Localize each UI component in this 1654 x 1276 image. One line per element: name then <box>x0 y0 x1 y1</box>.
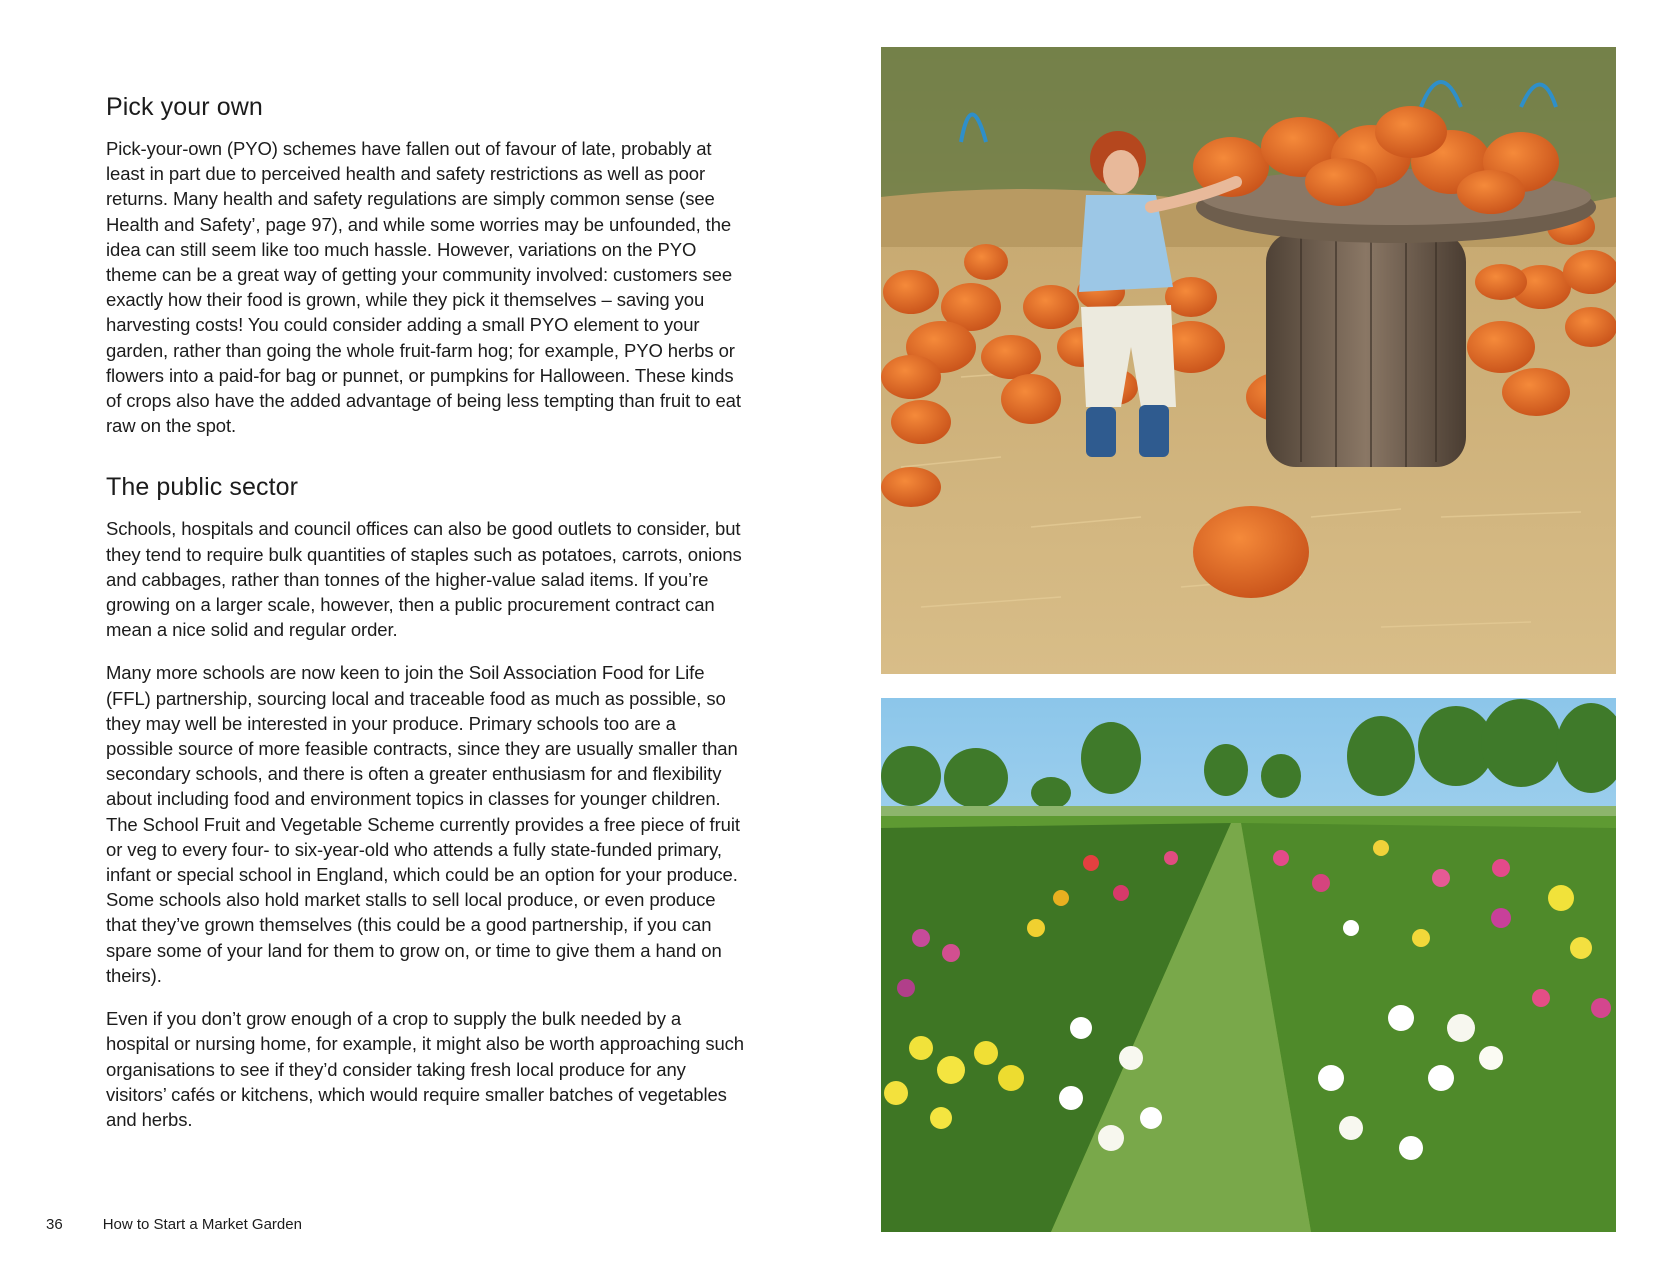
book-title: How to Start a Market Garden <box>102 1216 302 1233</box>
flower-field-photo <box>881 698 1616 1232</box>
paragraph-pyo: Pick-your-own (PYO) schemes have fallen out of favour of late, probably at least in part due to perceived health and safety restrictions as well as poor returns. Many health and safety regulations are simply common sense (see Health and Safety’, page 97), and while some worries may be unfounded, the idea can still seem like too much hassle. However, variations on the PYO theme can be a great way of getting your community involved: customers see exactly how their food is grown, while they pick it themselves – saving you harvesting costs! You could consider adding a small PYO element to your garden, rather than going the whole fruit-farm hog; for example, PYO herbs or flowers into a paid-for bag or punnet, or pumpkins for Halloween. These kinds of crops also have the added advantage of being less tempting than fruit to eat raw on the spot. <box>106 138 741 437</box>
paragraph-public-1: Schools, hospitals and council offices can also be good outlets to consider, but they tend to require bulk quantities of staples such as potatoes, carrots, onions and cabbages, rather than tonnes of the higher-value salad items. If you’re growing on a larger scale, however, then a public procurement contract can mean a nice solid and regular order. <box>106 518 742 641</box>
pumpkin-patch-photo <box>881 47 1616 674</box>
heading-pick-your-own: Pick your own <box>106 93 263 121</box>
paragraph-public-3: Even if you don’t grow enough of a crop to supply the bulk needed by a hospital or nursing home, for example, it might also be worth approaching such organisations to see if they’d consider taking fresh local produce for any visitors’ cafés or kitchens, which would require smaller batches of vegetables and herbs. <box>106 1008 744 1130</box>
paragraph-public-2: Many more schools are now keen to join the Soil Association Food for Life (FFL) partnership, sourcing local and traceable food as much as possible, so they may well be interested in your produce. Primary schools too are a possible source of more feasible contracts, since they are usually smaller than secondary schools, and there is often a greater enthusiasm for and flexibility about including food and environment topics in classes for younger children. The School Fruit and Vegetable Scheme currently provides a free piece of fruit or veg to every four- to six-year-old who attends a fully state-funded primary, infant or special school in England, which could be an option for your produce. Some schools also hold market stalls to sell local produce, or even produce that they’ve grown themselves (this could be a good partnership, if you can spare some of your land for them to grow on, or time to give them a hand on theirs). <box>106 662 740 986</box>
page-number: 36 <box>46 1216 63 1233</box>
text-column <box>106 90 746 1150</box>
heading-public-sector: The public sector <box>106 473 299 502</box>
page-footer <box>46 1216 302 1233</box>
